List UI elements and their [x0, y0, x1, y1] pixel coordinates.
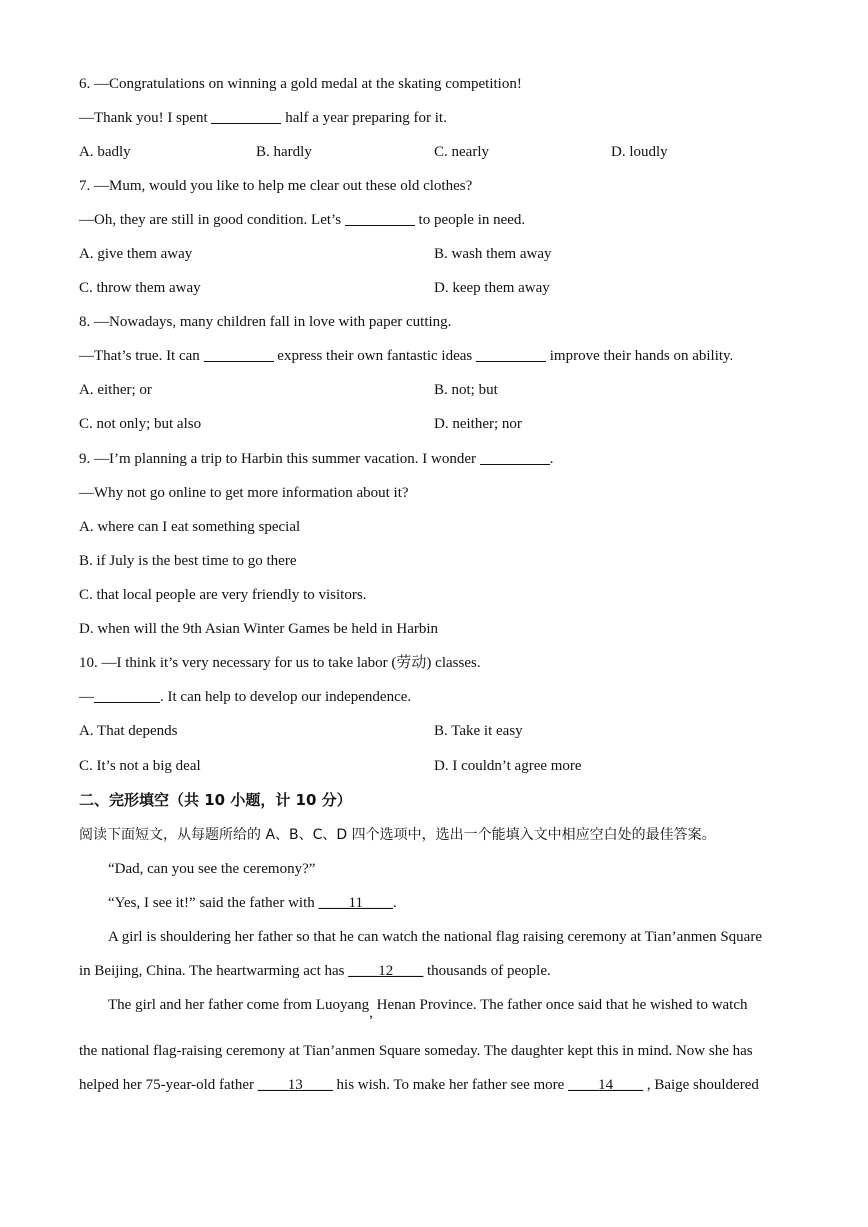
passage-text: his wish. To make her father see more [332, 1077, 569, 1093]
q6-response [79, 109, 447, 127]
passage-text: helped her 75-year-old father [79, 1077, 258, 1093]
q10-response [79, 688, 411, 706]
passage-paragraph-1: “Dad, can you see the ceremony?” [108, 861, 316, 877]
q10-stem: 10. —I think it’s very necessary for us to take labor (劳动) classes. [79, 655, 481, 671]
q8-option-c: C. not only; but also [79, 416, 202, 432]
q10-response-before: — [79, 689, 94, 705]
answer-blank [204, 347, 274, 362]
q7-option-b: B. wash them away [434, 246, 552, 262]
q7-option-c: C. throw them away [79, 280, 201, 296]
section-instructions: 阅读下面短文，从每题所给的 A、B、C、D 四个选项中，选出一个能填入文中相应空白处的最佳答案。 [79, 827, 716, 843]
q10-option-c: C. It’s not a big deal [79, 758, 201, 774]
q6-option-d: D. loudly [611, 144, 668, 160]
passage-paragraph-2 [108, 894, 397, 912]
blank-14: ____14____ [568, 1077, 644, 1093]
passage-text: thousands of people. [423, 963, 551, 979]
q9-option-d: D. when will the 9th Asian Winter Games be held in Harbin [79, 621, 439, 637]
passage-paragraph-4-line-1 [108, 996, 748, 1021]
passage-text: . [392, 895, 397, 911]
q8-option-b: B. not; but [434, 382, 498, 398]
passage-paragraph-4-line-3 [79, 1076, 759, 1094]
q9-option-c: C. that local people are very friendly to visitors. [79, 587, 367, 603]
answer-blank [211, 109, 281, 124]
answer-blank [345, 211, 415, 226]
blank-12: ____12____ [348, 963, 424, 979]
q7-option-a: A. give them away [79, 246, 193, 262]
q7-response-before: —Oh, they are still in good condition. Let’s [79, 212, 345, 228]
q9-stem-after: . [549, 451, 554, 467]
q7-stem: 7. —Mum, would you like to help me clear out these old clothes? [79, 178, 473, 194]
q10-option-a: A. That depends [79, 723, 178, 739]
q8-stem: 8. —Nowadays, many children fall in love with paper cutting. [79, 314, 452, 330]
q8-option-d: D. neither; nor [434, 416, 522, 432]
q9-response: —Why not go online to get more information about it? [79, 485, 409, 501]
q6-option-b: B. hardly [256, 144, 312, 160]
section-heading: 二、完形填空（共 10 小题，计 10 分） [79, 791, 352, 809]
q10-option-d: D. I couldn’t agree more [434, 758, 582, 774]
passage-paragraph-3-line-2 [79, 962, 551, 980]
q7-response [79, 211, 525, 229]
q8-response-after: improve their hands on ability. [545, 348, 734, 364]
answer-blank [480, 450, 550, 465]
passage-paragraph-4-line-2: the national flag-raising ceremony at Tian’anmen Square someday. The daughter kept this in mind. Now she has [79, 1043, 753, 1059]
q9-stem [79, 450, 554, 468]
q8-response-before: —That’s true. It can [79, 348, 204, 364]
answer-blank [94, 688, 160, 703]
answer-blank [476, 347, 546, 362]
passage-text: Henan Province. The father once said that he wished to watch [372, 997, 748, 1013]
passage-text: in Beijing, China. The heartwarming act has [79, 963, 349, 979]
blank-13: ____13____ [257, 1077, 333, 1093]
q9-stem-before: 9. —I’m planning a trip to Harbin this summer vacation. I wonder [79, 451, 480, 467]
q10-option-b: B. Take it easy [434, 723, 523, 739]
passage-text: The girl and her father come from Luoyang [108, 997, 370, 1013]
q8-option-a: A. either; or [79, 382, 152, 398]
q6-response-before: —Thank you! I spent [79, 110, 212, 126]
q9-option-b: B. if July is the best time to go there [79, 553, 297, 569]
q7-response-after: to people in need. [414, 212, 526, 228]
q10-response-after: . It can help to develop our independence. [160, 689, 412, 705]
passage-text: , Baige shouldered [643, 1077, 759, 1093]
q6-response-after: half a year preparing for it. [281, 110, 447, 126]
q6-option-c: C. nearly [434, 144, 489, 160]
passage-text: “Yes, I see it!” said the father with [108, 895, 319, 911]
q9-option-a: A. where can I eat something special [79, 519, 301, 535]
q7-option-d: D. keep them away [434, 280, 550, 296]
q6-option-a: A. badly [79, 144, 131, 160]
subscript-comma: , [369, 1005, 373, 1021]
passage-paragraph-3-line-1: A girl is shouldering her father so that he can watch the national flag raising ceremony at Tian’anmen Square [108, 929, 762, 945]
q8-response-middle: express their own fantastic ideas [273, 348, 476, 364]
q8-response [79, 347, 733, 365]
blank-11: ____11____ [318, 895, 393, 911]
q6-stem: 6. —Congratulations on winning a gold medal at the skating competition! [79, 76, 522, 92]
